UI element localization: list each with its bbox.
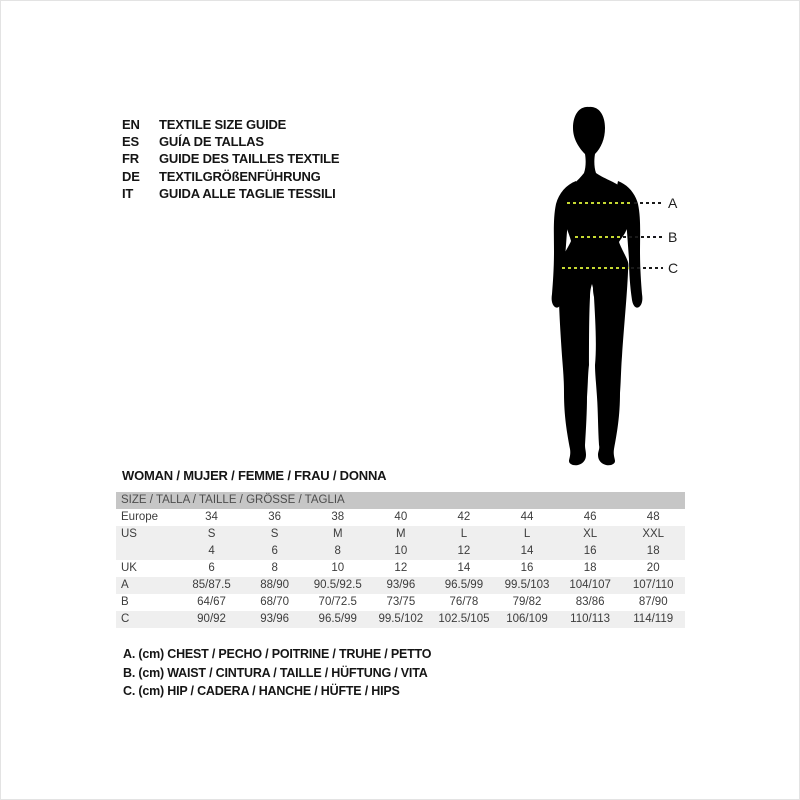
size-value-cell: 73/75 <box>386 596 416 608</box>
size-value-cell: 85/87.5 <box>192 579 231 591</box>
legend-chest: A. (cm) CHEST / PECHO / POITRINE / TRUHE / PETTO <box>123 647 432 661</box>
size-value-cell: 10 <box>394 545 408 557</box>
language-title: GUÍA DE TALLAS <box>159 134 264 150</box>
chest-measure-label: A <box>668 195 678 211</box>
size-value-cell: 99.5/102 <box>378 613 424 625</box>
size-value-cell: 4 <box>208 545 215 557</box>
size-table-header: SIZE / TALLA / TAILLE / GRÖSSE / TAGLIA <box>116 492 685 509</box>
waist-measure-label: B <box>668 229 678 245</box>
chest-leader-line <box>634 202 663 204</box>
size-value-cell: 79/82 <box>512 596 542 608</box>
table-row <box>116 577 685 594</box>
size-value-cell: 36 <box>268 511 282 523</box>
hip-measure-label: C <box>668 260 679 276</box>
size-value-cell: 48 <box>646 511 660 523</box>
size-value-cell: XL <box>583 528 598 540</box>
row-label: Europe <box>121 511 159 523</box>
table-row <box>116 509 685 526</box>
woman-silhouette-figure <box>528 101 658 471</box>
size-value-cell: 14 <box>520 545 534 557</box>
size-value-cell: 90/92 <box>197 613 226 625</box>
language-code: EN <box>122 117 140 132</box>
size-value-cell: 99.5/103 <box>504 579 550 591</box>
size-value-cell: 12 <box>457 545 471 557</box>
language-code: FR <box>122 151 139 167</box>
size-value-cell: 96.5/99 <box>318 613 357 625</box>
size-value-cell: 16 <box>583 545 597 557</box>
size-value-cell: 6 <box>271 545 278 557</box>
table-row <box>116 594 685 611</box>
size-value-cell: 18 <box>583 562 597 574</box>
size-value-cell: 68/70 <box>260 596 290 608</box>
size-value-cell: 114/119 <box>633 613 674 625</box>
size-value-cell: 38 <box>331 511 345 523</box>
size-value-cell: 83/86 <box>575 596 605 608</box>
size-table <box>116 492 685 628</box>
language-title: GUIDE DES TAILLES TEXTILE <box>159 151 340 167</box>
size-value-cell: 107/110 <box>632 579 674 591</box>
size-value-cell: 90.5/92.5 <box>313 579 362 591</box>
size-value-cell: 110/113 <box>570 613 611 625</box>
table-row <box>116 560 685 577</box>
size-value-cell: 44 <box>520 511 534 523</box>
language-title-list <box>122 116 339 202</box>
size-value-cell: 20 <box>646 562 660 574</box>
row-label: A <box>121 579 129 591</box>
table-row <box>116 611 685 628</box>
size-value-cell: M <box>396 528 406 540</box>
size-value-cell: 64/67 <box>197 596 226 608</box>
size-value-cell: 93/96 <box>260 613 290 625</box>
size-value-cell: XXL <box>642 528 665 540</box>
table-row <box>116 543 685 560</box>
size-value-cell: L <box>460 528 468 540</box>
size-value-cell: 14 <box>457 562 471 574</box>
size-value-cell: 76/78 <box>449 596 479 608</box>
size-value-cell: S <box>207 528 216 540</box>
measure-legend <box>123 645 431 701</box>
gender-heading: WOMAN / MUJER / FEMME / FRAU / DONNA <box>122 468 387 483</box>
size-value-cell: 10 <box>331 562 345 574</box>
language-title: TEXTILE SIZE GUIDE <box>159 117 287 132</box>
size-value-cell: 102.5/105 <box>438 613 490 625</box>
size-table-rows <box>116 509 685 628</box>
list-item <box>122 116 339 133</box>
size-value-cell: 106/109 <box>506 613 548 625</box>
list-item <box>122 185 339 202</box>
size-value-cell: 46 <box>583 511 597 523</box>
size-value-cell: M <box>332 528 343 540</box>
size-value-cell: 34 <box>205 511 218 523</box>
list-item <box>122 150 339 167</box>
size-value-cell: 8 <box>271 562 278 574</box>
size-value-cell: L <box>523 528 531 540</box>
woman-silhouette-image <box>528 101 658 471</box>
language-title: GUIDA ALLE TAGLIE TESSILI <box>159 185 336 201</box>
size-value-cell: 96.5/99 <box>444 579 484 591</box>
row-label: B <box>121 596 129 608</box>
size-value-cell: 8 <box>334 545 341 557</box>
size-value-cell: 88/90 <box>260 579 290 591</box>
size-value-cell: 87/90 <box>638 596 668 608</box>
size-value-cell: S <box>270 528 279 540</box>
row-label <box>116 543 180 560</box>
row-label: C <box>121 613 130 625</box>
table-row <box>116 526 685 543</box>
row-label: US <box>121 528 137 540</box>
row-label: UK <box>121 562 137 574</box>
language-code: DE <box>122 168 140 184</box>
list-item <box>122 133 339 150</box>
chest-measure-line <box>567 202 631 204</box>
size-value-cell: 18 <box>646 545 660 557</box>
language-code: ES <box>122 134 139 150</box>
size-value-cell: 16 <box>520 562 534 574</box>
legend-waist: B. (cm) WAIST / CINTURA / TAILLE / HÜFTUNG / VITA <box>123 665 428 680</box>
waist-leader-line <box>623 236 663 238</box>
size-value-cell: 6 <box>208 562 215 574</box>
language-title: TEXTILGRÖßENFÜHRUNG <box>159 168 321 184</box>
hip-measure-line <box>562 267 629 269</box>
hip-leader-line <box>631 267 663 269</box>
list-item <box>122 168 339 185</box>
size-value-cell: 104/107 <box>569 579 611 591</box>
size-value-cell: 93/96 <box>386 579 416 591</box>
size-value-cell: 40 <box>394 511 408 523</box>
legend-hip: C. (cm) HIP / CADERA / HANCHE / HÜFTE / HIPS <box>123 684 400 698</box>
size-value-cell: 42 <box>457 511 471 523</box>
size-value-cell: 70/72.5 <box>318 596 357 608</box>
language-code: IT <box>122 185 134 201</box>
waist-measure-line <box>575 236 621 238</box>
size-value-cell: 12 <box>394 562 408 574</box>
